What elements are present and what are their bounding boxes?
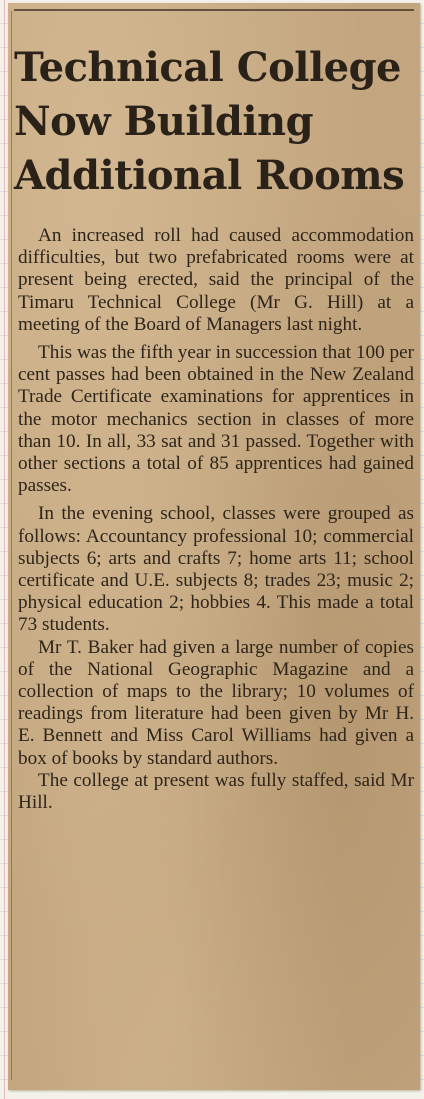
headline-line-2: Now Building [14, 98, 314, 145]
paragraph-4: Mr T. Baker had given a large number of copies of the National Geographic Magazine and a collection of maps to the library; 10 volumes of readings from literature had been given by Mr H. E. Bennett and Miss Carol Williams had given a box of books by standard authors. [18, 636, 414, 769]
headline-line-1: Technical College [14, 44, 402, 91]
left-rule [11, 11, 12, 1080]
paragraph-3: In the evening school, classes were grouped as follows: Accountancy professional 10; commercial subjects 6; arts and crafts 7; home arts 11; school certificate and U.E. subjects 8; trades 23; music 2; physical education 2; hobbies 4. This made a total 73 students. [18, 503, 414, 636]
headline [14, 41, 414, 203]
paragraph-1: An increased roll had caused accommodation difficulties, but two prefabricated rooms were at present being erected, said the principal of the Timaru Technical College (Mr G. Hill) at a meeting of the Board of Managers last night. [18, 225, 414, 335]
notebook-margin-line [4, 0, 5, 1099]
paragraph-2: This was the fifth year in succession that 100 per cent passes had been obtained in the New Zealand Trade Certificate examinations for apprentices in the motor mechanics section in classes of more than 10. In all, 33 sat and 31 passed. Together with other sections a total of 85 apprentices had gained passes. [18, 342, 414, 497]
top-rule [14, 9, 414, 11]
paragraph-5: The college at present was fully staffed, said Mr Hill. [18, 769, 414, 814]
article-body [18, 225, 414, 814]
headline-line-3: Additional Rooms [14, 152, 405, 199]
newspaper-clipping [8, 3, 420, 1090]
